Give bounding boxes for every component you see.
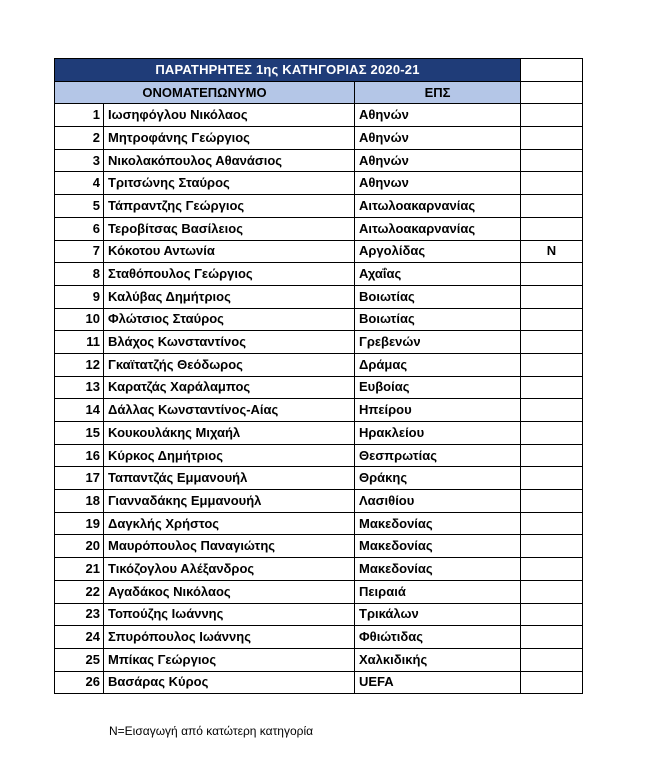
row-name: Σταθόπουλος Γεώργιος <box>104 263 355 286</box>
table-row <box>55 104 583 127</box>
row-note <box>521 558 583 581</box>
table-row <box>55 512 583 535</box>
row-note <box>521 308 583 331</box>
row-name: Κουκουλάκης Μιχαήλ <box>104 422 355 445</box>
row-note <box>521 376 583 399</box>
row-eps: Γρεβενών <box>355 331 521 354</box>
row-eps: Ευβοίας <box>355 376 521 399</box>
table-row <box>55 149 583 172</box>
table-row <box>55 240 583 263</box>
row-note <box>521 535 583 558</box>
row-eps: Πειραιά <box>355 580 521 603</box>
row-name: Τοπούζης Ιωάννης <box>104 603 355 626</box>
row-eps: Θράκης <box>355 467 521 490</box>
table-row <box>55 195 583 218</box>
row-number: 10 <box>55 308 104 331</box>
table-row <box>55 127 583 150</box>
row-name: Βασάρας Κύρος <box>104 671 355 694</box>
row-note <box>521 172 583 195</box>
row-number: 3 <box>55 149 104 172</box>
row-number: 1 <box>55 104 104 127</box>
table-row <box>55 671 583 694</box>
header-eps: ΕΠΣ <box>355 81 521 104</box>
row-eps: Φθιώτιδας <box>355 626 521 649</box>
table-row <box>55 399 583 422</box>
row-name: Γιανναδάκης Εμμανουήλ <box>104 490 355 513</box>
row-note <box>521 512 583 535</box>
row-note: Ν <box>521 240 583 263</box>
row-number: 19 <box>55 512 104 535</box>
row-note <box>521 217 583 240</box>
table-row <box>55 285 583 308</box>
row-number: 6 <box>55 217 104 240</box>
row-number: 16 <box>55 444 104 467</box>
row-note <box>521 331 583 354</box>
row-number: 24 <box>55 626 104 649</box>
row-eps: Αργολίδας <box>355 240 521 263</box>
row-name: Ιωσηφόγλου Νικόλαος <box>104 104 355 127</box>
row-name: Τριτσώνης Σταύρος <box>104 172 355 195</box>
table-body <box>55 59 583 694</box>
table-row <box>55 580 583 603</box>
row-eps: Ηπείρου <box>355 399 521 422</box>
row-name: Καρατζάς Χαράλαμπος <box>104 376 355 399</box>
row-eps: Βοιωτίας <box>355 285 521 308</box>
row-eps: Χαλκιδικής <box>355 648 521 671</box>
table-row <box>55 217 583 240</box>
row-number: 2 <box>55 127 104 150</box>
table-row <box>55 558 583 581</box>
row-number: 15 <box>55 422 104 445</box>
row-eps: Λασιθίου <box>355 490 521 513</box>
row-name: Κόκοτου Αντωνία <box>104 240 355 263</box>
footnote: Ν=Εισαγωγή από κατώτερη κατηγορία <box>109 724 314 738</box>
row-number: 23 <box>55 603 104 626</box>
header-blank-cell <box>521 81 583 104</box>
row-number: 26 <box>55 671 104 694</box>
row-note <box>521 263 583 286</box>
row-note <box>521 422 583 445</box>
row-name: Καλύβας Δημήτριος <box>104 285 355 308</box>
row-name: Μπίκας Γεώργιος <box>104 648 355 671</box>
row-name: Μαυρόπουλος Παναγιώτης <box>104 535 355 558</box>
row-note <box>521 648 583 671</box>
row-note <box>521 671 583 694</box>
row-note <box>521 603 583 626</box>
row-eps: Θεσπρωτίας <box>355 444 521 467</box>
row-note <box>521 467 583 490</box>
row-number: 21 <box>55 558 104 581</box>
row-eps: Μακεδονίας <box>355 535 521 558</box>
row-name: Βλάχος Κωνσταντίνος <box>104 331 355 354</box>
row-name: Γκαϊτατζής Θεόδωρος <box>104 353 355 376</box>
observers-table <box>54 58 583 694</box>
row-eps: Αθηνών <box>355 149 521 172</box>
row-number: 14 <box>55 399 104 422</box>
row-eps: Βοιωτίας <box>355 308 521 331</box>
row-note <box>521 195 583 218</box>
row-eps: Αιτωλοακαρνανίας <box>355 195 521 218</box>
table-row <box>55 263 583 286</box>
row-name: Αγαδάκος Νικόλαος <box>104 580 355 603</box>
row-note <box>521 444 583 467</box>
row-number: 7 <box>55 240 104 263</box>
row-note <box>521 127 583 150</box>
row-name: Τεροβίτσας Βασίλειος <box>104 217 355 240</box>
row-eps: Αχαΐας <box>355 263 521 286</box>
row-eps: Μακεδονίας <box>355 512 521 535</box>
table-row <box>55 353 583 376</box>
row-note <box>521 104 583 127</box>
table-row <box>55 648 583 671</box>
row-name: Τικόζογλου Αλέξανδρος <box>104 558 355 581</box>
row-number: 20 <box>55 535 104 558</box>
title-row <box>55 59 583 82</box>
table-row <box>55 603 583 626</box>
table-row <box>55 331 583 354</box>
row-name: Κύρκος Δημήτριος <box>104 444 355 467</box>
row-eps: Αθηνων <box>355 172 521 195</box>
row-eps: UEFA <box>355 671 521 694</box>
row-eps: Αθηνών <box>355 104 521 127</box>
row-note <box>521 580 583 603</box>
title-blank-cell <box>521 59 583 82</box>
row-note <box>521 399 583 422</box>
row-number: 25 <box>55 648 104 671</box>
row-eps: Τρικάλων <box>355 603 521 626</box>
row-note <box>521 149 583 172</box>
row-name: Δάλλας Κωνσταντίνος-Αίας <box>104 399 355 422</box>
row-number: 4 <box>55 172 104 195</box>
row-eps: Μακεδονίας <box>355 558 521 581</box>
row-number: 13 <box>55 376 104 399</box>
row-eps: Δράμας <box>355 353 521 376</box>
header-name: ΟΝΟΜΑΤΕΠΩΝΥΜΟ <box>55 81 355 104</box>
table-row <box>55 172 583 195</box>
row-note <box>521 353 583 376</box>
table-row <box>55 422 583 445</box>
table-row <box>55 490 583 513</box>
row-name: Δαγκλής Χρήστος <box>104 512 355 535</box>
row-name: Νικολακόπουλος Αθανάσιος <box>104 149 355 172</box>
row-note <box>521 626 583 649</box>
table-row <box>55 626 583 649</box>
row-name: Ταπαντζάς Εμμανουήλ <box>104 467 355 490</box>
row-number: 11 <box>55 331 104 354</box>
row-eps: Ηρακλείου <box>355 422 521 445</box>
row-number: 9 <box>55 285 104 308</box>
row-number: 5 <box>55 195 104 218</box>
table-row <box>55 376 583 399</box>
header-row <box>55 81 583 104</box>
table-title: ΠΑΡΑΤΗΡΗΤΕΣ 1ης ΚΑΤΗΓΟΡΙΑΣ 2020-21 <box>55 59 521 82</box>
row-number: 17 <box>55 467 104 490</box>
row-eps: Αιτωλοακαρνανίας <box>355 217 521 240</box>
row-name: Τάπραντζης Γεώργιος <box>104 195 355 218</box>
table-row <box>55 467 583 490</box>
table-row <box>55 444 583 467</box>
row-note <box>521 285 583 308</box>
row-number: 12 <box>55 353 104 376</box>
row-number: 22 <box>55 580 104 603</box>
row-number: 8 <box>55 263 104 286</box>
row-note <box>521 490 583 513</box>
row-name: Μητροφάνης Γεώργιος <box>104 127 355 150</box>
row-eps: Αθηνών <box>355 127 521 150</box>
table-row <box>55 308 583 331</box>
row-name: Φλώτσιος Σταύρος <box>104 308 355 331</box>
table-row <box>55 535 583 558</box>
row-name: Σπυρόπουλος Ιωάννης <box>104 626 355 649</box>
row-number: 18 <box>55 490 104 513</box>
